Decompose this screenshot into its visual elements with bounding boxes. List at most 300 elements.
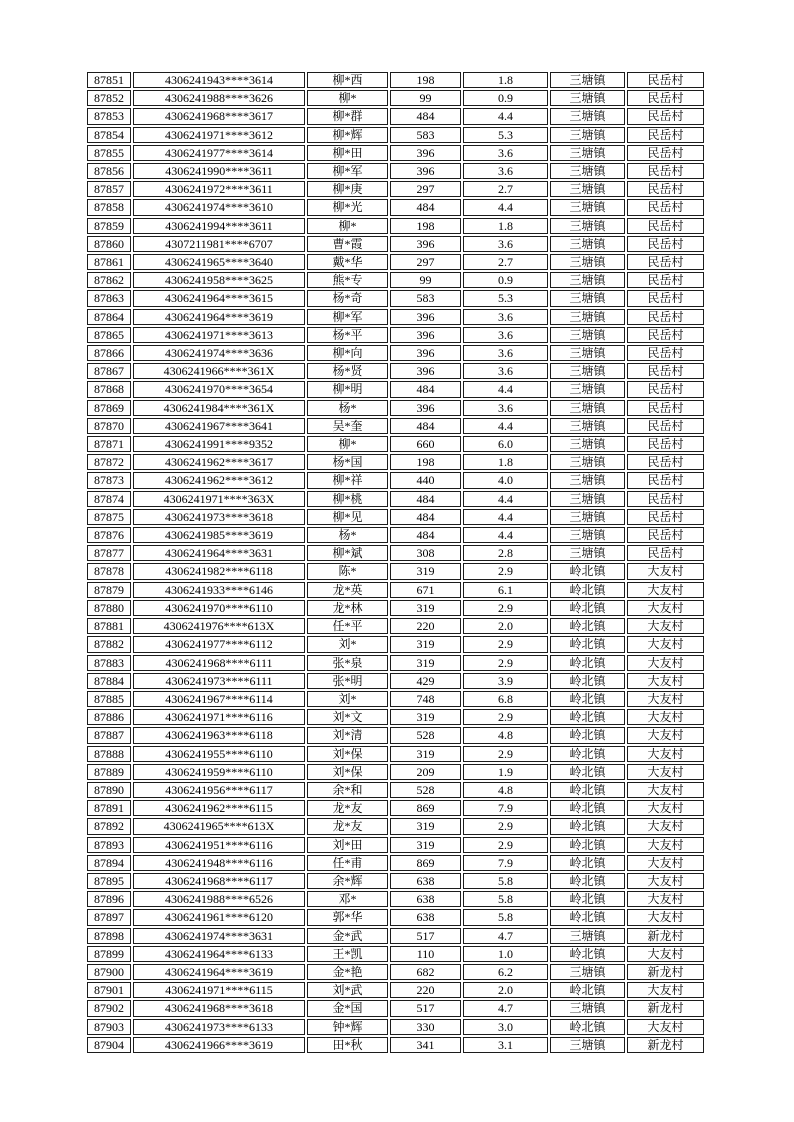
cell-id_number: 4306241974****3610 — [133, 199, 305, 215]
cell-name: 吴*奎 — [307, 418, 388, 434]
table-row — [87, 236, 704, 252]
cell-seq: 87862 — [87, 272, 131, 288]
cell-percent: 0.9 — [463, 272, 548, 288]
cell-town: 岭北镇 — [550, 709, 625, 725]
cell-name: 余*和 — [307, 782, 388, 798]
cell-village: 大友村 — [627, 982, 704, 998]
cell-percent: 4.4 — [463, 108, 548, 124]
table-row — [87, 491, 704, 507]
cell-seq: 87852 — [87, 90, 131, 106]
cell-amount: 198 — [390, 218, 461, 234]
cell-id_number: 4306241971****6116 — [133, 709, 305, 725]
cell-town: 三塘镇 — [550, 90, 625, 106]
cell-village: 新龙村 — [627, 1037, 704, 1053]
cell-village: 民岳村 — [627, 363, 704, 379]
cell-town: 岭北镇 — [550, 727, 625, 743]
cell-seq: 87875 — [87, 509, 131, 525]
cell-name: 金*艳 — [307, 964, 388, 980]
table-row — [87, 782, 704, 798]
cell-town: 三塘镇 — [550, 436, 625, 452]
cell-amount: 583 — [390, 127, 461, 143]
cell-name: 龙*林 — [307, 600, 388, 616]
cell-seq: 87877 — [87, 545, 131, 561]
cell-name: 刘* — [307, 691, 388, 707]
cell-amount: 297 — [390, 181, 461, 197]
table-row — [87, 309, 704, 325]
cell-seq: 87867 — [87, 363, 131, 379]
cell-amount: 198 — [390, 72, 461, 88]
cell-id_number: 4306241943****3614 — [133, 72, 305, 88]
cell-village: 新龙村 — [627, 928, 704, 944]
cell-seq: 87897 — [87, 909, 131, 925]
cell-amount: 484 — [390, 418, 461, 434]
cell-amount: 319 — [390, 655, 461, 671]
cell-name: 龙*友 — [307, 800, 388, 816]
cell-id_number: 4306241984****361X — [133, 400, 305, 416]
table-row — [87, 254, 704, 270]
cell-percent: 3.6 — [463, 400, 548, 416]
cell-village: 民岳村 — [627, 418, 704, 434]
cell-id_number: 4306241973****6111 — [133, 673, 305, 689]
cell-id_number: 4306241951****6116 — [133, 837, 305, 853]
cell-town: 岭北镇 — [550, 1019, 625, 1035]
cell-percent: 6.2 — [463, 964, 548, 980]
cell-seq: 87872 — [87, 454, 131, 470]
cell-seq: 87859 — [87, 218, 131, 234]
cell-village: 大友村 — [627, 563, 704, 579]
cell-percent: 4.4 — [463, 527, 548, 543]
cell-village: 民岳村 — [627, 491, 704, 507]
cell-town: 岭北镇 — [550, 764, 625, 780]
cell-id_number: 4306241933****6146 — [133, 582, 305, 598]
cell-percent: 0.9 — [463, 90, 548, 106]
cell-percent: 4.7 — [463, 928, 548, 944]
cell-name: 杨* — [307, 527, 388, 543]
cell-amount: 396 — [390, 309, 461, 325]
cell-seq: 87879 — [87, 582, 131, 598]
cell-seq: 87899 — [87, 946, 131, 962]
cell-seq: 87892 — [87, 818, 131, 834]
cell-amount: 583 — [390, 290, 461, 306]
cell-town: 三塘镇 — [550, 72, 625, 88]
cell-seq: 87870 — [87, 418, 131, 434]
cell-seq: 87861 — [87, 254, 131, 270]
cell-seq: 87855 — [87, 145, 131, 161]
cell-seq: 87873 — [87, 472, 131, 488]
cell-village: 民岳村 — [627, 381, 704, 397]
cell-percent: 4.8 — [463, 782, 548, 798]
cell-seq: 87864 — [87, 309, 131, 325]
cell-percent: 3.6 — [463, 345, 548, 361]
cell-id_number: 4306241964****3619 — [133, 309, 305, 325]
cell-percent: 7.9 — [463, 855, 548, 871]
cell-id_number: 4306241968****3617 — [133, 108, 305, 124]
cell-percent: 4.0 — [463, 472, 548, 488]
cell-village: 民岳村 — [627, 145, 704, 161]
table-row — [87, 454, 704, 470]
cell-town: 三塘镇 — [550, 400, 625, 416]
cell-village: 民岳村 — [627, 436, 704, 452]
cell-id_number: 4306241988****6526 — [133, 891, 305, 907]
cell-percent: 3.6 — [463, 236, 548, 252]
cell-percent: 6.1 — [463, 582, 548, 598]
cell-name: 杨*国 — [307, 454, 388, 470]
cell-percent: 6.8 — [463, 691, 548, 707]
cell-village: 民岳村 — [627, 527, 704, 543]
cell-village: 民岳村 — [627, 90, 704, 106]
cell-name: 柳*桃 — [307, 491, 388, 507]
cell-id_number: 4306241970****3654 — [133, 381, 305, 397]
cell-seq: 87871 — [87, 436, 131, 452]
cell-seq: 87869 — [87, 400, 131, 416]
cell-name: 龙*英 — [307, 582, 388, 598]
cell-amount: 396 — [390, 327, 461, 343]
cell-name: 刘* — [307, 636, 388, 652]
cell-amount: 99 — [390, 272, 461, 288]
cell-town: 岭北镇 — [550, 782, 625, 798]
cell-village: 大友村 — [627, 782, 704, 798]
cell-id_number: 4306241994****3611 — [133, 218, 305, 234]
cell-name: 柳*田 — [307, 145, 388, 161]
cell-town: 岭北镇 — [550, 618, 625, 634]
table-row — [87, 527, 704, 543]
cell-percent: 2.0 — [463, 982, 548, 998]
cell-seq: 87889 — [87, 764, 131, 780]
table-row — [87, 90, 704, 106]
cell-seq: 87866 — [87, 345, 131, 361]
cell-name: 柳* — [307, 90, 388, 106]
cell-name: 金*国 — [307, 1000, 388, 1016]
cell-percent: 5.3 — [463, 127, 548, 143]
cell-amount: 396 — [390, 163, 461, 179]
cell-id_number: 4306241968****3618 — [133, 1000, 305, 1016]
cell-amount: 682 — [390, 964, 461, 980]
cell-name: 柳*庚 — [307, 181, 388, 197]
cell-town: 三塘镇 — [550, 309, 625, 325]
cell-town: 岭北镇 — [550, 582, 625, 598]
cell-town: 岭北镇 — [550, 636, 625, 652]
cell-town: 岭北镇 — [550, 800, 625, 816]
cell-name: 杨*奇 — [307, 290, 388, 306]
table-row — [87, 691, 704, 707]
cell-amount: 396 — [390, 236, 461, 252]
cell-town: 岭北镇 — [550, 837, 625, 853]
cell-village: 大友村 — [627, 582, 704, 598]
cell-amount: 396 — [390, 345, 461, 361]
table-row — [87, 108, 704, 124]
cell-seq: 87888 — [87, 746, 131, 762]
cell-percent: 3.1 — [463, 1037, 548, 1053]
cell-seq: 87874 — [87, 491, 131, 507]
cell-seq: 87901 — [87, 982, 131, 998]
cell-seq: 87876 — [87, 527, 131, 543]
cell-id_number: 4306241962****6115 — [133, 800, 305, 816]
cell-name: 柳* — [307, 218, 388, 234]
cell-village: 民岳村 — [627, 290, 704, 306]
cell-amount: 319 — [390, 563, 461, 579]
cell-town: 三塘镇 — [550, 964, 625, 980]
cell-village: 大友村 — [627, 1019, 704, 1035]
cell-amount: 319 — [390, 709, 461, 725]
cell-village: 民岳村 — [627, 163, 704, 179]
cell-town: 岭北镇 — [550, 746, 625, 762]
cell-village: 民岳村 — [627, 400, 704, 416]
cell-name: 钟*辉 — [307, 1019, 388, 1035]
cell-town: 三塘镇 — [550, 418, 625, 434]
cell-town: 岭北镇 — [550, 691, 625, 707]
cell-id_number: 4306241971****3613 — [133, 327, 305, 343]
cell-village: 民岳村 — [627, 108, 704, 124]
table-row — [87, 764, 704, 780]
cell-town: 三塘镇 — [550, 199, 625, 215]
cell-amount: 110 — [390, 946, 461, 962]
cell-seq: 87881 — [87, 618, 131, 634]
table-row — [87, 509, 704, 525]
cell-amount: 869 — [390, 800, 461, 816]
cell-amount: 638 — [390, 909, 461, 925]
table-row — [87, 800, 704, 816]
cell-percent: 3.6 — [463, 163, 548, 179]
cell-name: 刘*保 — [307, 746, 388, 762]
cell-percent: 3.6 — [463, 363, 548, 379]
table-row — [87, 909, 704, 925]
table-row — [87, 964, 704, 980]
cell-amount: 396 — [390, 363, 461, 379]
cell-village: 民岳村 — [627, 472, 704, 488]
table-row — [87, 746, 704, 762]
cell-village: 民岳村 — [627, 236, 704, 252]
cell-seq: 87883 — [87, 655, 131, 671]
cell-amount: 429 — [390, 673, 461, 689]
cell-amount: 638 — [390, 873, 461, 889]
cell-seq: 87895 — [87, 873, 131, 889]
cell-seq: 87893 — [87, 837, 131, 853]
cell-village: 民岳村 — [627, 309, 704, 325]
cell-town: 三塘镇 — [550, 272, 625, 288]
cell-name: 任*甫 — [307, 855, 388, 871]
cell-id_number: 4306241971****363X — [133, 491, 305, 507]
table-row — [87, 72, 704, 88]
cell-town: 三塘镇 — [550, 327, 625, 343]
cell-percent: 4.7 — [463, 1000, 548, 1016]
cell-village: 大友村 — [627, 727, 704, 743]
cell-amount: 484 — [390, 527, 461, 543]
cell-id_number: 4306241971****6115 — [133, 982, 305, 998]
cell-percent: 1.0 — [463, 946, 548, 962]
cell-id_number: 4306241974****3636 — [133, 345, 305, 361]
cell-id_number: 4306241967****6114 — [133, 691, 305, 707]
cell-town: 三塘镇 — [550, 181, 625, 197]
cell-seq: 87894 — [87, 855, 131, 871]
table-row — [87, 873, 704, 889]
table-row — [87, 400, 704, 416]
cell-percent: 6.0 — [463, 436, 548, 452]
cell-name: 邓* — [307, 891, 388, 907]
cell-id_number: 4306241977****6112 — [133, 636, 305, 652]
cell-name: 王*凯 — [307, 946, 388, 962]
cell-town: 三塘镇 — [550, 472, 625, 488]
table-row — [87, 199, 704, 215]
cell-percent: 4.4 — [463, 381, 548, 397]
cell-town: 三塘镇 — [550, 108, 625, 124]
cell-town: 三塘镇 — [550, 1037, 625, 1053]
cell-seq: 87857 — [87, 181, 131, 197]
cell-name: 张*泉 — [307, 655, 388, 671]
cell-village: 民岳村 — [627, 454, 704, 470]
table-row — [87, 928, 704, 944]
table-row — [87, 272, 704, 288]
cell-name: 柳*群 — [307, 108, 388, 124]
cell-town: 岭北镇 — [550, 818, 625, 834]
table-row — [87, 127, 704, 143]
table-row — [87, 727, 704, 743]
cell-id_number: 4306241965****3640 — [133, 254, 305, 270]
cell-percent: 5.3 — [463, 290, 548, 306]
cell-percent: 1.8 — [463, 218, 548, 234]
table-row — [87, 181, 704, 197]
cell-percent: 3.6 — [463, 309, 548, 325]
cell-town: 三塘镇 — [550, 491, 625, 507]
table-row — [87, 327, 704, 343]
cell-amount: 319 — [390, 746, 461, 762]
cell-percent: 3.9 — [463, 673, 548, 689]
cell-amount: 308 — [390, 545, 461, 561]
cell-amount: 341 — [390, 1037, 461, 1053]
cell-seq: 87853 — [87, 108, 131, 124]
cell-amount: 484 — [390, 199, 461, 215]
cell-percent: 5.8 — [463, 891, 548, 907]
cell-town: 岭北镇 — [550, 563, 625, 579]
table-row — [87, 891, 704, 907]
cell-id_number: 4306241962****3617 — [133, 454, 305, 470]
cell-village: 民岳村 — [627, 181, 704, 197]
cell-town: 三塘镇 — [550, 509, 625, 525]
table-row — [87, 363, 704, 379]
cell-id_number: 4306241961****6120 — [133, 909, 305, 925]
cell-village: 大友村 — [627, 855, 704, 871]
cell-id_number: 4307211981****6707 — [133, 236, 305, 252]
cell-village: 大友村 — [627, 618, 704, 634]
cell-village: 大友村 — [627, 746, 704, 762]
cell-id_number: 4306241967****3641 — [133, 418, 305, 434]
cell-town: 三塘镇 — [550, 928, 625, 944]
cell-percent: 2.8 — [463, 545, 548, 561]
cell-id_number: 4306241966****3619 — [133, 1037, 305, 1053]
cell-percent: 5.8 — [463, 873, 548, 889]
cell-percent: 2.9 — [463, 746, 548, 762]
cell-seq: 87882 — [87, 636, 131, 652]
cell-percent: 5.8 — [463, 909, 548, 925]
cell-amount: 440 — [390, 472, 461, 488]
cell-name: 柳*祥 — [307, 472, 388, 488]
cell-id_number: 4306241964****3631 — [133, 545, 305, 561]
cell-village: 大友村 — [627, 691, 704, 707]
cell-name: 戴*华 — [307, 254, 388, 270]
cell-seq: 87886 — [87, 709, 131, 725]
cell-town: 三塘镇 — [550, 218, 625, 234]
cell-town: 岭北镇 — [550, 873, 625, 889]
cell-village: 大友村 — [627, 764, 704, 780]
table-row — [87, 218, 704, 234]
cell-name: 田*秋 — [307, 1037, 388, 1053]
cell-seq: 87860 — [87, 236, 131, 252]
cell-name: 任*平 — [307, 618, 388, 634]
cell-amount: 528 — [390, 727, 461, 743]
cell-village: 新龙村 — [627, 1000, 704, 1016]
cell-village: 民岳村 — [627, 254, 704, 270]
cell-percent: 2.9 — [463, 563, 548, 579]
cell-amount: 484 — [390, 509, 461, 525]
cell-name: 柳*西 — [307, 72, 388, 88]
cell-id_number: 4306241988****3626 — [133, 90, 305, 106]
cell-seq: 87898 — [87, 928, 131, 944]
cell-name: 余*辉 — [307, 873, 388, 889]
cell-town: 三塘镇 — [550, 127, 625, 143]
cell-name: 熊*专 — [307, 272, 388, 288]
cell-seq: 87900 — [87, 964, 131, 980]
cell-seq: 87887 — [87, 727, 131, 743]
cell-amount: 484 — [390, 108, 461, 124]
cell-id_number: 4306241956****6117 — [133, 782, 305, 798]
cell-town: 三塘镇 — [550, 454, 625, 470]
cell-seq: 87851 — [87, 72, 131, 88]
cell-id_number: 4306241973****3618 — [133, 509, 305, 525]
cell-id_number: 4306241955****6110 — [133, 746, 305, 762]
cell-name: 杨*贤 — [307, 363, 388, 379]
cell-village: 民岳村 — [627, 509, 704, 525]
cell-town: 岭北镇 — [550, 855, 625, 871]
cell-village: 民岳村 — [627, 199, 704, 215]
cell-id_number: 4306241968****6111 — [133, 655, 305, 671]
cell-town: 三塘镇 — [550, 381, 625, 397]
cell-town: 岭北镇 — [550, 655, 625, 671]
table-row — [87, 1037, 704, 1053]
cell-amount: 297 — [390, 254, 461, 270]
cell-percent: 4.4 — [463, 418, 548, 434]
cell-amount: 209 — [390, 764, 461, 780]
cell-id_number: 4306241959****6110 — [133, 764, 305, 780]
cell-id_number: 4306241971****3612 — [133, 127, 305, 143]
cell-village: 民岳村 — [627, 218, 704, 234]
cell-amount: 517 — [390, 928, 461, 944]
cell-name: 柳* — [307, 436, 388, 452]
cell-percent: 2.9 — [463, 636, 548, 652]
cell-amount: 660 — [390, 436, 461, 452]
cell-town: 三塘镇 — [550, 1000, 625, 1016]
cell-id_number: 4306241972****3611 — [133, 181, 305, 197]
cell-amount: 319 — [390, 600, 461, 616]
cell-amount: 319 — [390, 636, 461, 652]
table-row — [87, 655, 704, 671]
cell-percent: 3.6 — [463, 145, 548, 161]
cell-amount: 396 — [390, 400, 461, 416]
cell-town: 三塘镇 — [550, 345, 625, 361]
cell-village: 大友村 — [627, 909, 704, 925]
cell-amount: 671 — [390, 582, 461, 598]
cell-seq: 87904 — [87, 1037, 131, 1053]
cell-id_number: 4306241962****3612 — [133, 472, 305, 488]
cell-name: 刘*田 — [307, 837, 388, 853]
cell-percent: 2.0 — [463, 618, 548, 634]
cell-town: 岭北镇 — [550, 600, 625, 616]
cell-amount: 220 — [390, 618, 461, 634]
cell-seq: 87878 — [87, 563, 131, 579]
cell-name: 刘*保 — [307, 764, 388, 780]
cell-percent: 1.8 — [463, 454, 548, 470]
cell-percent: 2.7 — [463, 254, 548, 270]
cell-name: 柳*向 — [307, 345, 388, 361]
cell-seq: 87880 — [87, 600, 131, 616]
